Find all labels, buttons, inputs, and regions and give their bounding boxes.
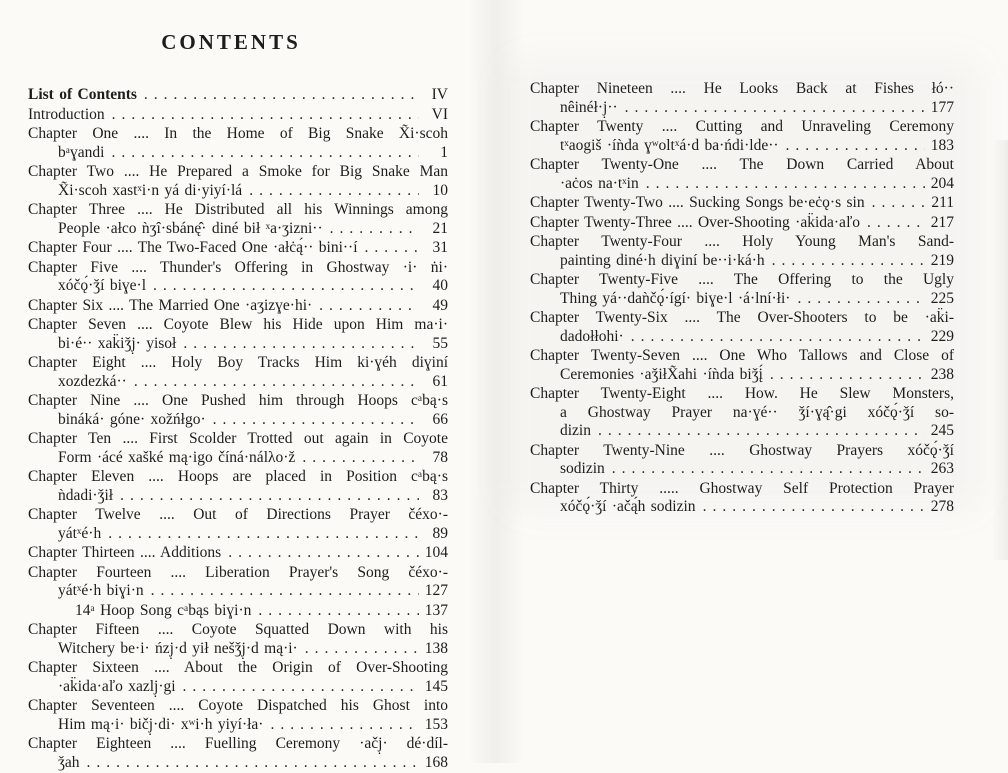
toc-entry-text: dizin: [560, 422, 591, 439]
toc-line: [28, 106, 448, 125]
page-number: 183: [930, 136, 954, 154]
toc-entry-text: List of Contents: [28, 86, 137, 103]
toc-entry-text: Chapter Twenty-Two .... Sucking Songs be·eċǫ·s sin: [530, 194, 865, 211]
toc-line: Chapter Sixteen .... About the Origin of Over-Shooting: [28, 659, 448, 676]
toc-entry: [28, 316, 448, 353]
toc-line: [530, 422, 954, 441]
toc-entry: [28, 106, 448, 125]
toc-line: [28, 544, 448, 563]
toc-entry-text: Introduction: [28, 105, 105, 123]
toc-entry-text: xóčǫ́·ǯí biɣe·l: [58, 277, 147, 294]
toc-line: [28, 182, 448, 201]
toc-line: Chapter Two .... He Prepared a Smoke for Big Snake Man: [28, 163, 448, 180]
page-number: 61: [432, 372, 448, 390]
dot-leader: [183, 335, 419, 354]
toc-entry: [28, 602, 448, 621]
toc-column-left: [28, 86, 448, 773]
toc-entry-text: Thing yá··daǹčǫ́·ígí· biɣe·l ·á·lní·łi·: [560, 289, 791, 307]
toc-entry-text: bináká· góne· xožńłgo·: [58, 410, 206, 428]
toc-line: [28, 525, 448, 544]
toc-entry: [530, 271, 954, 308]
toc-entry: [28, 564, 448, 601]
dot-leader: [228, 544, 419, 563]
toc-line: [28, 640, 448, 659]
dot-leader: [797, 290, 925, 309]
toc-entry-text: Witchery be·i· ńzj̣·d yił nešǯj̣·d mą·i·: [58, 639, 298, 657]
toc-line: [28, 449, 448, 468]
toc-line: [28, 582, 448, 601]
page-gutter-shadow: [468, 0, 524, 763]
toc-line: Chapter Seventeen .... Coyote Dispatched his Ghost into: [28, 697, 448, 714]
toc-line: [530, 175, 954, 194]
toc-entry: [28, 506, 448, 543]
dot-leader: [183, 678, 419, 697]
toc-entry-text: Chapter Thirteen .... Additions: [28, 544, 222, 561]
toc-line: Chapter Nine .... One Pushed him through Hoops cᵃbą·s: [28, 392, 448, 409]
page-number: 238: [930, 365, 954, 383]
toc-line: [530, 194, 954, 213]
toc-line: [530, 366, 954, 385]
toc-entry-text: xozdezká··: [58, 372, 127, 390]
page-number: 127: [424, 582, 448, 599]
toc-line: Chapter Twenty-Nine .... Ghostway Prayers xóčǫ́·ǯí: [530, 441, 954, 459]
toc-entry: [530, 118, 954, 155]
toc-entry: [28, 544, 448, 563]
toc-line: Chapter Twenty-Eight .... How. He Slew Monsters,: [530, 385, 954, 402]
toc-entry-text: Form ·ácé xašké mą·igo číná·nálλo·ž: [58, 448, 296, 466]
page-number: 225: [930, 289, 954, 307]
page-number: 217: [930, 213, 954, 231]
toc-line: Chapter Twelve .... Out of Directions Prayer čéxo·-: [28, 506, 448, 523]
toc-entry-text: bi·é·· xak̈iǯj̣· yisoł: [58, 334, 177, 352]
toc-entry-text: Chapter Four .... The Two-Faced One ·ałċą́·· bini··í: [28, 239, 358, 256]
toc-entry-text: painting diné·h diɣiní be··i·ká·h: [560, 251, 765, 269]
toc-entry-text: nêinéł·j̣··: [560, 98, 618, 116]
toc-line: a Ghostway Prayer na·ɣé·· ǯí·ɣą̂·gi xóčǫ́·ǯí so-: [560, 403, 954, 421]
toc-entry: [28, 125, 448, 162]
toc-column-right: [530, 80, 954, 518]
page-number: 263: [930, 460, 954, 477]
toc-line: Chapter Ten .... First Scolder Trotted out again in Coyote: [28, 430, 448, 447]
page-number: VI: [431, 105, 448, 123]
page-number: 55: [432, 334, 448, 352]
toc-line: [530, 137, 954, 156]
dot-leader: [270, 716, 419, 735]
dot-leader: [872, 194, 925, 213]
dot-leader: [625, 99, 925, 118]
toc-entry-text: Chapter Six .... The Married One ·aʒizɣe·hi·: [28, 296, 313, 314]
page-number: IV: [431, 86, 448, 103]
page-edge-shadow: [992, 140, 1008, 560]
toc-entry: [28, 354, 448, 391]
toc-entry: [530, 385, 954, 441]
toc-line: Chapter Twenty .... Cutting and Unraveling Ceremony: [530, 118, 954, 135]
toc-line: Chapter One .... In the Home of Big Snake X̃i·scoh: [28, 125, 448, 142]
dot-leader: [612, 460, 925, 479]
dot-leader: [646, 175, 925, 194]
page-number: 83: [432, 486, 448, 504]
toc-line: [530, 214, 954, 233]
page-number: 245: [930, 422, 954, 439]
toc-line: [28, 373, 448, 392]
toc-entry: [530, 156, 954, 193]
toc-entry: [28, 659, 448, 696]
toc-line: [28, 487, 448, 506]
page-number: 104: [424, 544, 448, 561]
toc-line: Chapter Fourteen .... Liberation Prayer's Song čéxo·-: [28, 563, 448, 581]
toc-entry-text: ·ak̈ida·aľo xazlj̣·gi: [58, 677, 176, 695]
toc-entry-text: Chapter Twenty-Three .... Over-Shooting ·ak̈ida·aľo: [530, 213, 860, 231]
toc-entry-text: X̃i·scoh xastˣi·n yá di·yiyí·lá: [58, 181, 243, 199]
toc-line: [28, 86, 448, 105]
page-number: 204: [930, 174, 954, 192]
toc-line: Chapter Eleven .... Hoops are placed in Position cᵃbą·s: [28, 468, 448, 485]
page-number: 211: [931, 194, 954, 211]
page-number: 1: [440, 143, 448, 161]
toc-line: [28, 297, 448, 316]
toc-entry: [28, 430, 448, 467]
page-number: 177: [930, 98, 954, 116]
toc-entry: [530, 309, 954, 346]
toc-entry-text: ·aċos na·tˣin: [560, 174, 639, 192]
dot-leader: [703, 498, 925, 517]
toc-entry: [28, 392, 448, 429]
dot-leader: [213, 411, 419, 430]
dot-leader: [249, 182, 419, 201]
dot-leader: [786, 137, 925, 156]
toc-line: [530, 328, 954, 347]
page-number: 40: [432, 277, 448, 294]
toc-entry: [28, 297, 448, 316]
toc-entry: [530, 233, 954, 270]
toc-line: Chapter Eight .... Holy Boy Tracks Him ki·ɣéh diɣiní: [28, 354, 448, 371]
toc-entry: [28, 621, 448, 658]
page-number: 21: [432, 219, 448, 237]
toc-entry: [530, 480, 954, 517]
dot-leader: [120, 487, 419, 506]
page-number: 229: [930, 327, 954, 345]
toc-line: Chapter Thirty ..... Ghostway Self Protection Prayer: [530, 479, 954, 497]
toc-line: [530, 290, 954, 309]
toc-entry-text: yátˣé·h biɣi·n: [58, 582, 144, 599]
toc-line: [28, 239, 448, 258]
toc-line: Chapter Twenty-Six .... The Over-Shooters to be ·ak̈i-: [530, 309, 954, 326]
toc-line: [28, 335, 448, 354]
dot-leader: [108, 525, 419, 544]
toc-line: [28, 411, 448, 430]
toc-entry-text: Him mą·i· bičj̣·di· xʷi·h yiyí·ła·: [58, 715, 264, 733]
toc-line: Chapter Nineteen .... He Looks Back at Fishes łó··: [530, 80, 954, 97]
toc-entry: [530, 347, 954, 384]
dot-leader: [151, 582, 419, 601]
toc-entry: [28, 239, 448, 258]
dot-leader: [598, 422, 925, 441]
toc-line: [28, 220, 448, 239]
toc-entry: [530, 442, 954, 479]
toc-line: [28, 602, 448, 621]
toc-entry: [28, 86, 448, 105]
toc-entry: [530, 194, 954, 213]
dot-leader: [112, 106, 419, 125]
contents-title: CONTENTS: [161, 30, 301, 55]
toc-entry: [28, 468, 448, 505]
toc-entry-text: sodizin: [560, 460, 605, 477]
toc-line: [28, 678, 448, 697]
toc-line: [530, 460, 954, 479]
toc-line: Chapter Seven .... Coyote Blew his Hide upon Him ma·i·: [28, 316, 448, 333]
page-number: 153: [424, 715, 448, 733]
page-number: 78: [432, 448, 448, 466]
toc-line: [28, 144, 448, 163]
toc-entry-text: 14ᵃ Hoop Song cᵃbąs biɣi·n: [75, 601, 252, 619]
dot-leader: [319, 297, 419, 316]
toc-entry: [28, 697, 448, 734]
dot-leader: [330, 220, 419, 239]
toc-line: Chapter Three .... He Distributed all his Winnings among: [28, 201, 448, 218]
page-number: 278: [930, 498, 954, 515]
toc-entry-text: xóčǫ́·ǯí ·ačą́h sodizin: [560, 498, 696, 515]
toc-line: [530, 99, 954, 118]
toc-entry: [28, 735, 448, 772]
page-number: 49: [432, 296, 448, 314]
dot-leader: [305, 640, 419, 659]
dot-leader: [144, 86, 419, 105]
dot-leader: [258, 602, 419, 621]
toc-entry-text: ǯah: [58, 753, 80, 771]
dot-leader: [111, 144, 419, 163]
dot-leader: [772, 252, 925, 271]
toc-entry: [530, 80, 954, 117]
page-number: 10: [432, 181, 448, 199]
toc-line: Chapter Twenty-One .... The Down Carried About: [530, 156, 954, 173]
toc-entry-text: People ·ałco ǹʒî·sbánę̂· diné bił ˣa·ʒizni··: [58, 219, 323, 237]
page-number: 219: [930, 251, 954, 269]
page-number: 138: [424, 639, 448, 657]
toc-entry: [28, 259, 448, 296]
dot-leader: [631, 328, 925, 347]
toc-line: Chapter Five .... Thunder's Offering in Ghostway ·i· ṅi·: [28, 258, 448, 276]
toc-line: [530, 498, 954, 517]
toc-entry-text: yátˣé·h: [58, 524, 102, 542]
page-number: 145: [424, 677, 448, 695]
toc-line: [28, 716, 448, 735]
toc-entry-text: tˣaogiš ·íǹda ɣʷoltˣá·d ba·ńdi·lde··: [560, 136, 779, 154]
dot-leader: [302, 449, 419, 468]
toc-line: Chapter Twenty-Five .... The Offering to the Ugly: [530, 271, 954, 288]
page-number: 89: [432, 524, 448, 542]
dot-leader: [365, 239, 419, 258]
page-number: 66: [432, 410, 448, 428]
page-number: 31: [432, 239, 448, 256]
toc-line: Chapter Twenty-Four .... Holy Young Man's Sand-: [530, 233, 954, 250]
toc-entry: [28, 163, 448, 200]
dot-leader: [153, 277, 419, 296]
toc-entry-text: dadołłohi·: [560, 327, 624, 345]
dot-leader: [867, 214, 925, 233]
dot-leader: [770, 366, 925, 385]
toc-line: Chapter Fifteen .... Coyote Squatted Down with his: [28, 621, 448, 638]
toc-line: [530, 252, 954, 271]
toc-entry-text: Ceremonies ·aǯiłX̃ahi ·íǹda biǯį́: [560, 365, 763, 383]
toc-line: Chapter Eighteen .... Fuelling Ceremony ·ačj̣· dé·díl-: [28, 735, 448, 752]
toc-line: [28, 277, 448, 296]
toc-entry-text: ǹdadi·ǯił: [58, 486, 114, 504]
toc-line: Chapter Twenty-Seven .... One Who Tallows and Close of: [530, 347, 954, 364]
toc-entry-text: bᵃɣandi: [58, 143, 105, 161]
page-number: 137: [424, 601, 448, 619]
page-number: 168: [424, 753, 448, 771]
toc-entry: [28, 201, 448, 238]
dot-leader: [134, 373, 419, 392]
toc-entry: [530, 214, 954, 233]
